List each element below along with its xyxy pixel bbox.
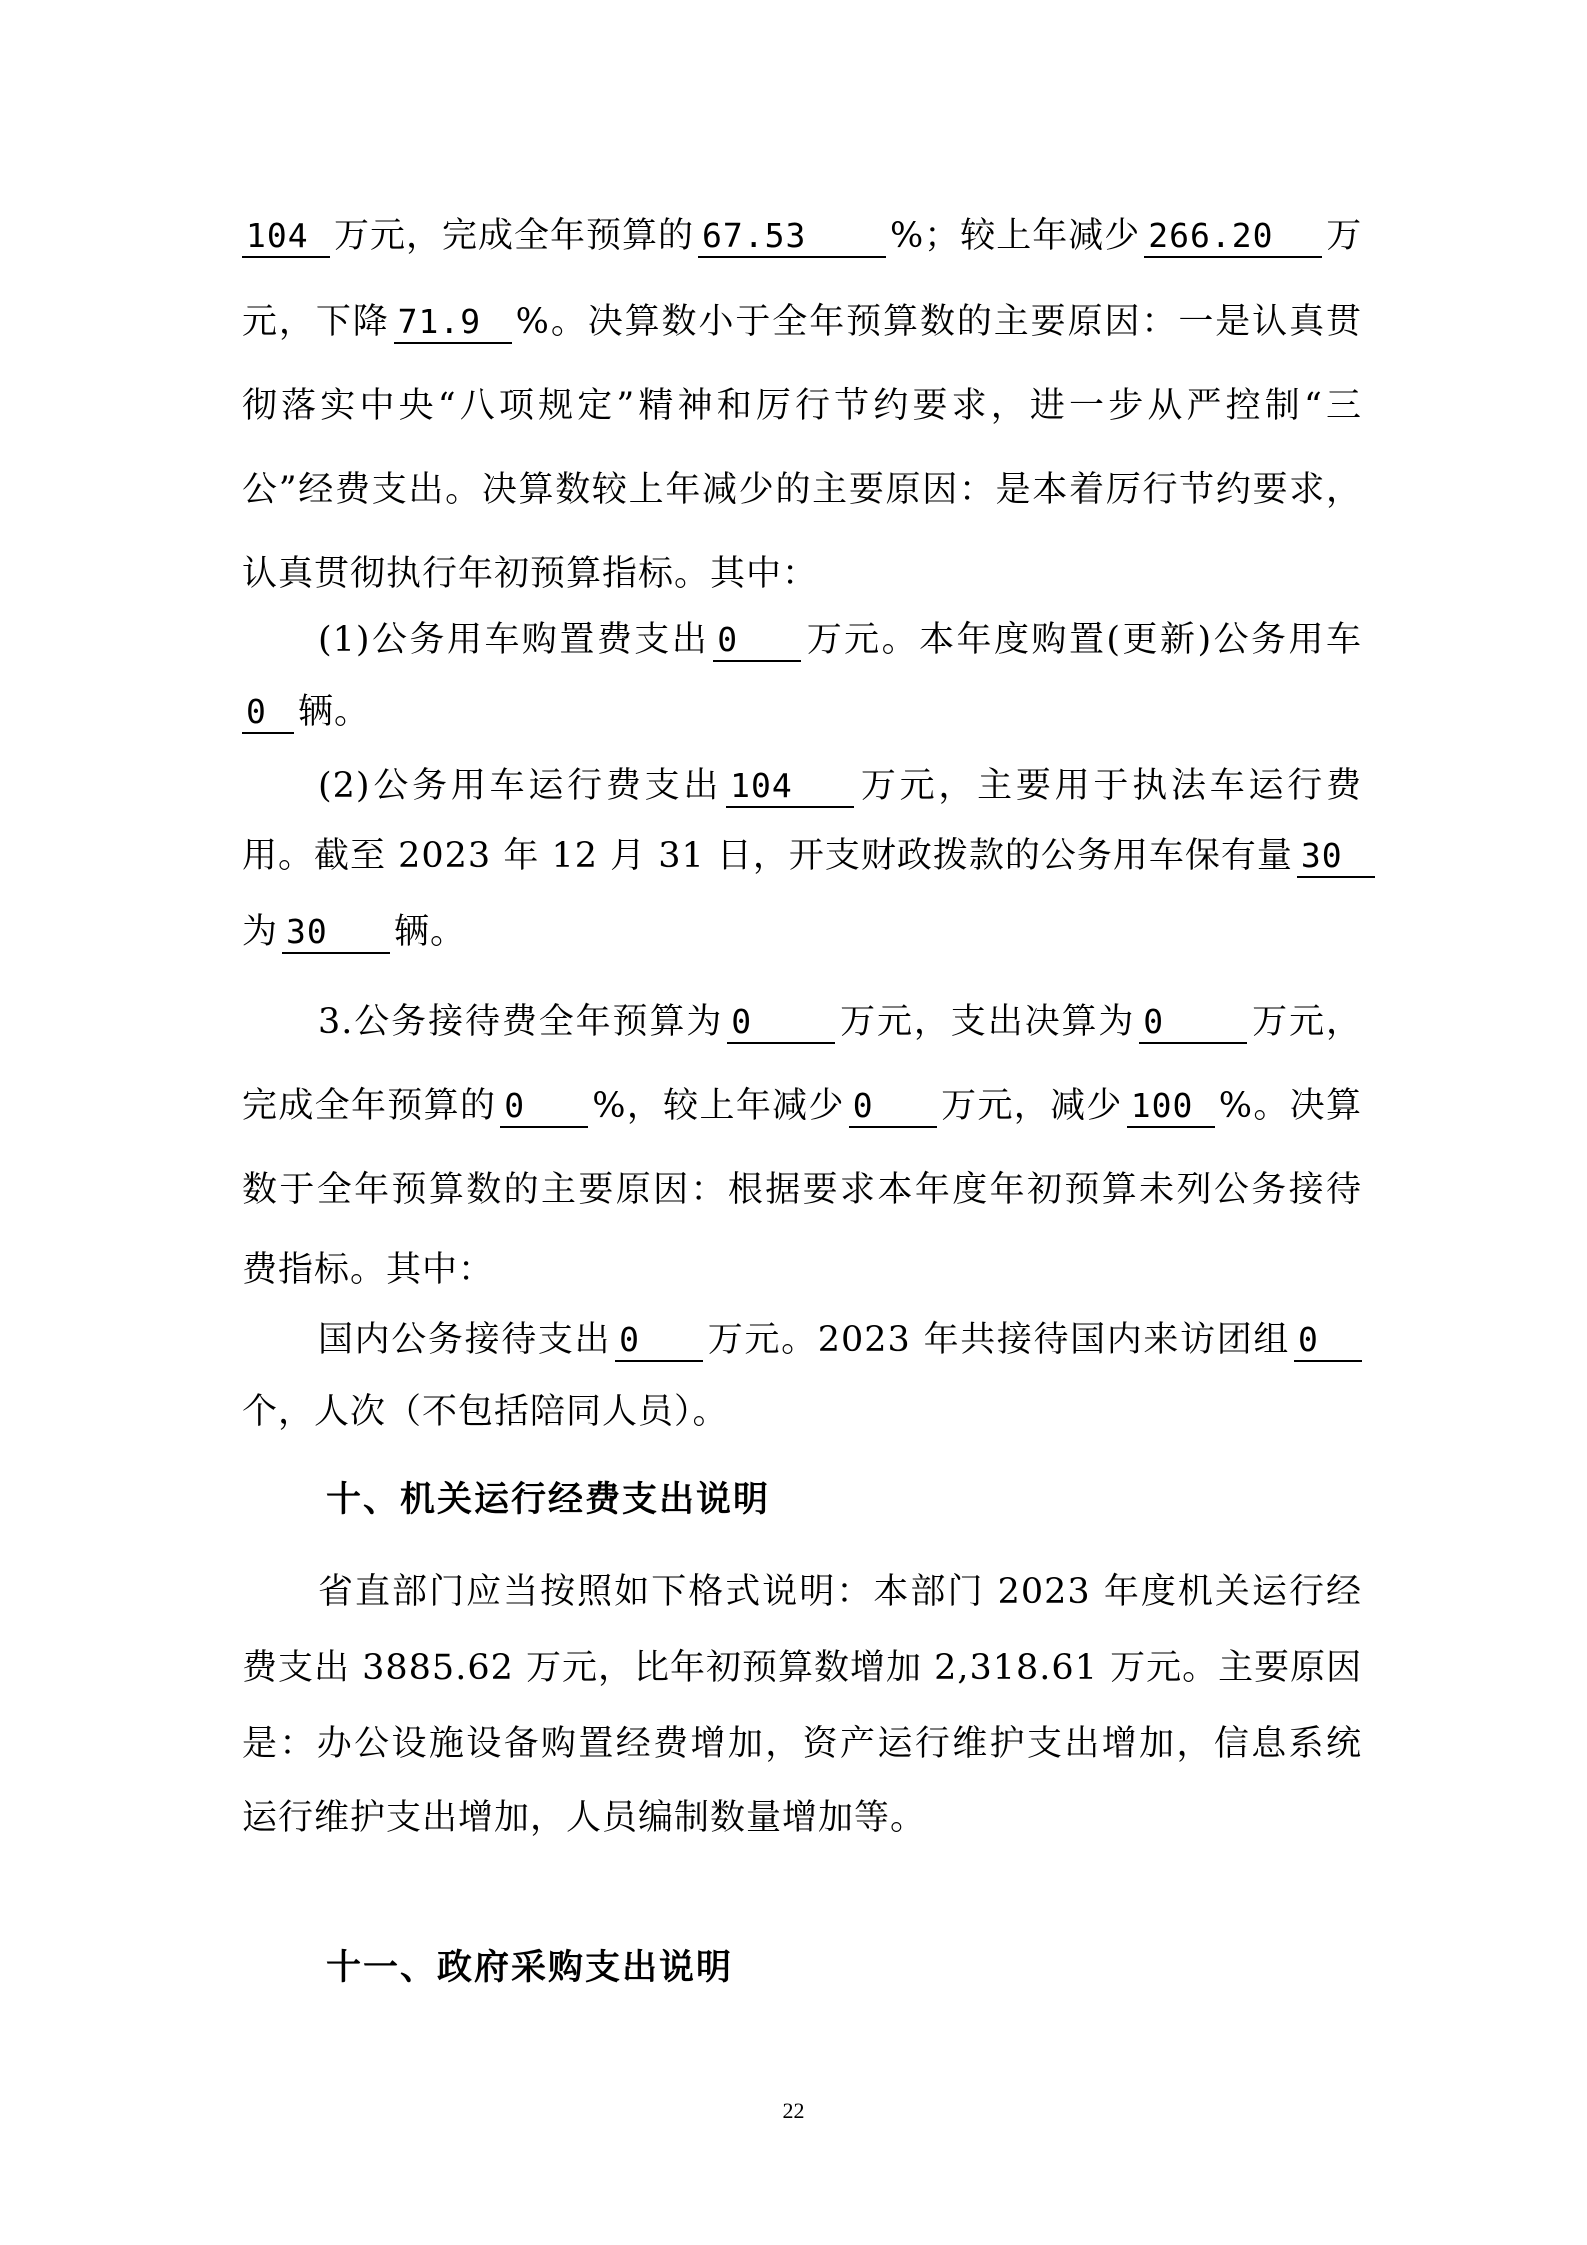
section-heading: 十一、政府采购支出说明: [326, 1948, 734, 1988]
filled-blank: 0: [1139, 1002, 1247, 1044]
paragraph-line: 是：办公设施设备购置经费增加，资产运行维护支出增加，信息系统: [242, 1724, 1362, 1764]
filled-blank: 67.53: [698, 216, 886, 258]
filled-blank: 0: [500, 1086, 588, 1128]
page-number: 22: [782, 2098, 805, 2123]
filled-blank: 71.9: [394, 302, 512, 344]
paragraph-line: 0 辆。: [242, 684, 1362, 740]
paragraph-line: 元，下降 71.9 %。决算数小于全年预算数的主要原因：一是认真贯: [242, 302, 1362, 342]
paragraph-line: 彻落实中央“八项规定”精神和厉行节约要求，进一步从严控制“三: [242, 386, 1362, 426]
filled-blank: 0: [727, 1002, 835, 1044]
paragraph-line: 运行维护支出增加，人员编制数量增加等。: [242, 1798, 927, 1838]
filled-blank: 104: [726, 766, 854, 808]
paragraph-line: 3.公务接待费全年预算为 0 万元，支出决算为 0 万元，: [318, 1002, 1362, 1042]
paragraph-line: 数于全年预算数的主要原因：根据要求本年度年初预算未列公务接待: [242, 1170, 1362, 1210]
paragraph-line: 省直部门应当按照如下格式说明：本部门 2023 年度机关运行经: [318, 1572, 1362, 1612]
paragraph-line: 公”经费支出。决算数较上年减少的主要原因：是本着厉行节约要求，: [242, 470, 1362, 510]
paragraph-line: 104 万元，完成全年预算的 67.53 %；较上年减少 266.20 万: [242, 208, 1362, 264]
filled-blank: 30: [1297, 836, 1375, 878]
section-heading: 十、机关运行经费支出说明: [326, 1480, 771, 1520]
paragraph-line: 为 30 辆。: [242, 912, 467, 952]
filled-blank: 104: [242, 216, 330, 258]
paragraph-line: (2)公务用车运行费支出 104 万元，主要用于执法车运行费: [318, 766, 1362, 806]
filled-blank: 0: [713, 620, 801, 662]
paragraph-line: 完成全年预算的 0 %，较上年减少 0 万元，减少 100 %。决算: [242, 1086, 1362, 1126]
paragraph-line: 国内公务接待支出 0 万元。2023 年共接待国内来访团组 0: [318, 1312, 1362, 1368]
filled-blank: 266.20: [1144, 216, 1322, 258]
paragraph-line: 个，人次（不包括陪同人员）。: [242, 1392, 729, 1432]
paragraph-line: 费指标。其中：: [242, 1250, 495, 1290]
paragraph-line: (1)公务用车购置费支出 0 万元。本年度购置(更新)公务用车: [318, 620, 1362, 660]
filled-blank: 0: [615, 1320, 703, 1362]
filled-blank: 0: [242, 692, 294, 734]
paragraph-line: 费支出 3885.62 万元，比年初预算数增加 2,318.61 万元。主要原因: [242, 1648, 1363, 1688]
paragraph-line: 认真贯彻执行年初预算指标。其中：: [242, 554, 819, 594]
filled-blank: 0: [849, 1086, 937, 1128]
paragraph-line: 用。截至 2023 年 12 月 31 日，开支财政拨款的公务用车保有量 30: [242, 828, 1362, 884]
filled-blank: 0: [1294, 1320, 1362, 1362]
filled-blank: 30: [282, 912, 390, 954]
filled-blank: 100: [1127, 1086, 1215, 1128]
